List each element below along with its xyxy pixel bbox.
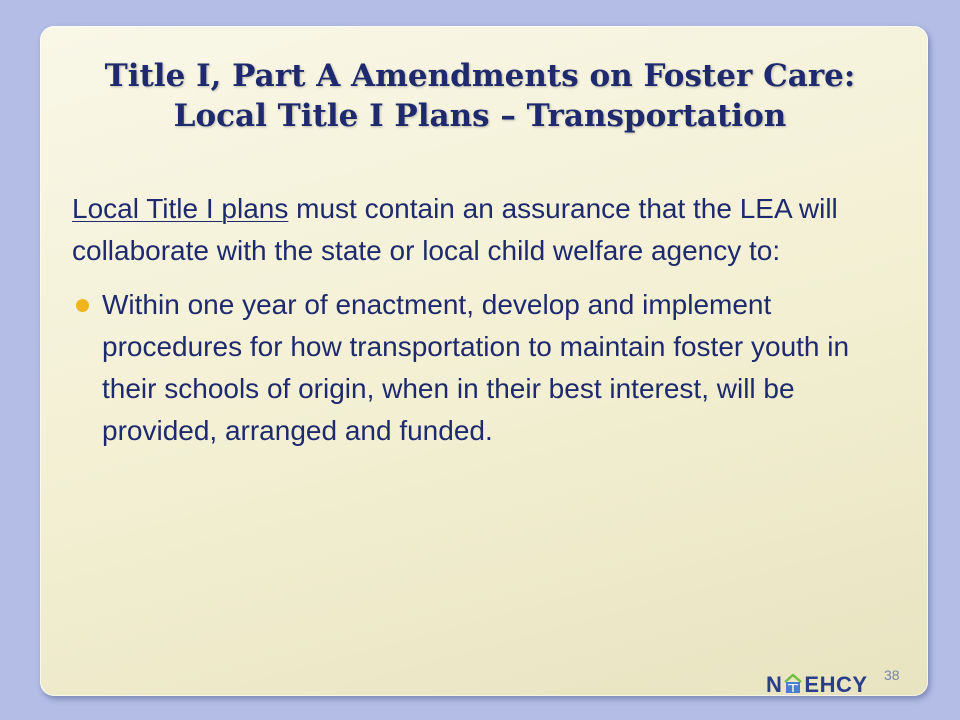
- title-line-2: Local Title I Plans – Transportation: [173, 98, 787, 134]
- intro-paragraph: [72, 188, 902, 272]
- slide-body: [72, 188, 902, 452]
- logo-text-suffix: EHCY: [804, 672, 868, 697]
- bullet-list: [72, 284, 902, 452]
- nchey-logo: [766, 671, 868, 699]
- bullet-item: [72, 284, 902, 452]
- title-line-1: Title I, Part A Amendments on Foster Care:: [104, 58, 856, 94]
- slide-title: [0, 56, 960, 136]
- page-number: 38: [884, 667, 900, 683]
- intro-text: must contain an assurance that the LEA will collaborate with the state or local child welfare agency to:: [72, 193, 838, 266]
- logo-text-prefix: N: [766, 672, 783, 697]
- intro-underlined-text: Local Title I plans: [72, 193, 289, 224]
- house-book-icon: [783, 673, 803, 695]
- bullet-dot-icon: [76, 299, 89, 312]
- bullet-text: Within one year of enactment, develop and implement procedures for how transportation to maintain foster youth in their schools of origin, when in their best interest, will be provided, arranged and funded.: [102, 289, 850, 446]
